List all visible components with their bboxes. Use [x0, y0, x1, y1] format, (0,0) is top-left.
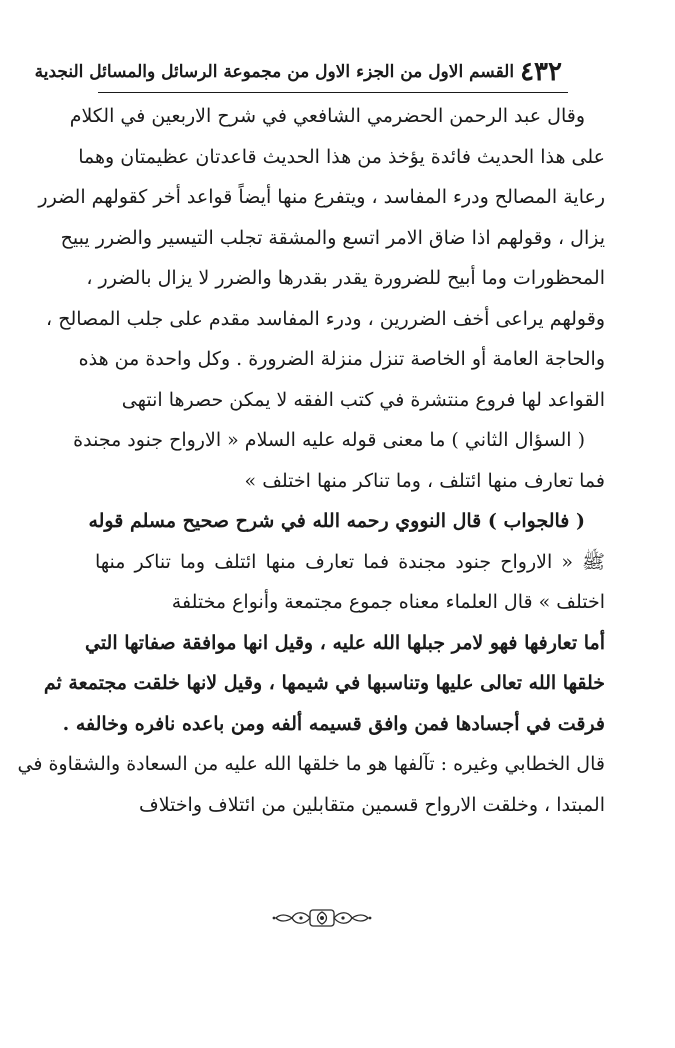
body-text	[17, 96, 605, 825]
text-line: رعاية المصالح ودرء المفاسد ، ويتفرع منها أيضاً قواعد أخر كقولهم الضرر	[38, 186, 605, 208]
text-line: أما تعارفها فهو لامر جبلها الله عليه ، وقيل انها موافقة صفاتها التي	[84, 631, 605, 654]
text-line: والحاجة العامة أو الخاصة تنزل منزلة الضرورة . وكل واحدة من هذه	[78, 348, 605, 370]
question-line: فما تعارف منها ائتلف ، وما تناكر منها اختلف »	[244, 469, 605, 492]
text-line: خلقها الله تعالى عليها وتناسبها في شيمها ، وقيل لانها خلقت مجتمعة ثم	[43, 672, 605, 694]
text-line: فرقت في أجسادها فمن وافق قسيمه ألفه ومن باعده نافره وخالفه .	[62, 712, 605, 735]
text-line: وقولهم يراعى أخف الضررين ، ودرء المفاسد مقدم على جلب المصالح ،	[46, 307, 605, 330]
question-line: ( السؤال الثاني ) ما معنى قوله عليه السلام « الارواح جنود مجندة	[73, 429, 585, 451]
text-line: اختلف » قال العلماء معناه جموع مجتمعة وأنواع مختلفة	[171, 591, 605, 613]
text-line: على هذا الحديث فائدة يؤخذ من هذا الحديث قاعدتان عظيمتان وهما	[78, 145, 605, 168]
page-number: ٤٣٢	[520, 57, 562, 87]
running-header	[34, 52, 568, 93]
text-line: المبتدا ، وخلقت الارواح قسمين متقابلين من ائتلاف واختلاف	[139, 793, 605, 816]
floral-ornament-icon	[272, 905, 372, 931]
running-title: القسم الاول من الجزء الاول من مجموعة الرسائل والمسائل النجدية	[34, 62, 515, 82]
text-line: يزال ، وقولهم اذا ضاق الامر اتسع والمشقة تجلب التيسير والضرر يبيح	[60, 226, 605, 249]
text-line: القواعد لها فروع منتشرة في كتب الفقه لا يمكن حصرها انتهى	[121, 388, 605, 411]
text-line: وقال عبد الرحمن الحضرمي الشافعي في شرح الاربعين في الكلام	[69, 105, 585, 127]
text-line: قال الخطابي وغيره : تآلفها هو ما خلقها الله عليه من السعادة والشقاوة في	[17, 753, 605, 775]
answer-line: ( فالجواب ) قال النووي رحمه الله في شرح صحيح مسلم قوله	[88, 510, 585, 532]
text-line: ﷺ « الارواح جنود مجندة فما تعارف منها ائتلف وما تناكر منها	[95, 550, 605, 573]
text-line: المحظورات وما أبيح للضرورة يقدر بقدرها والضرر لا يزال بالضرر ،	[86, 267, 605, 289]
